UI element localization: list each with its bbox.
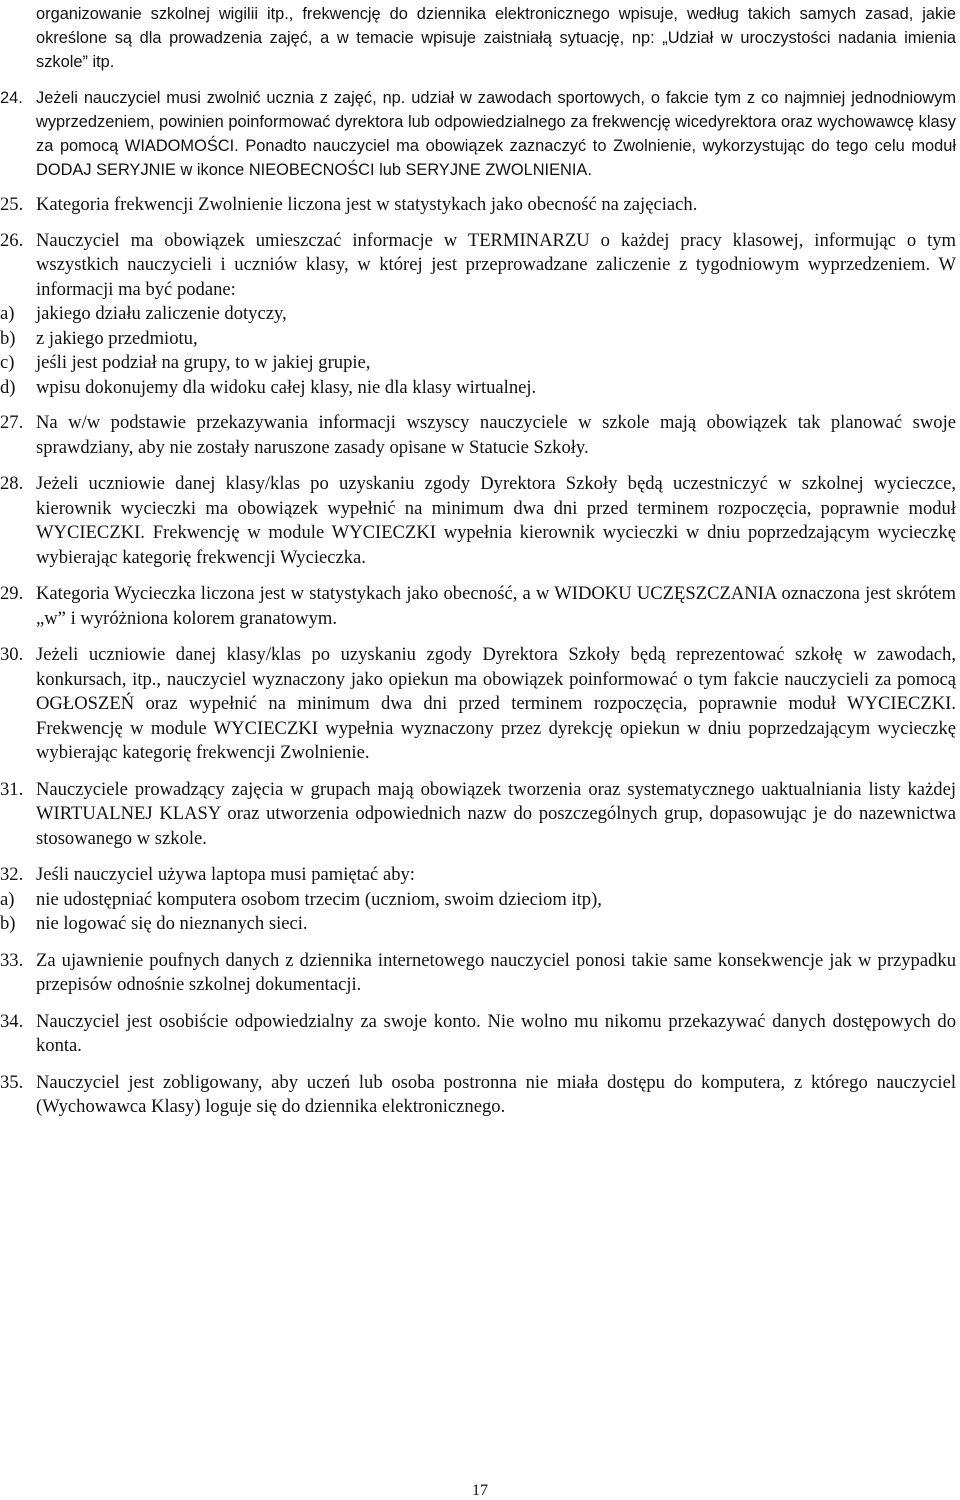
item-number: 34.: [0, 1010, 24, 1032]
sub-item-text: z jakiego przedmiotu,: [36, 327, 198, 349]
sub-item-letter: a): [0, 303, 15, 324]
sub-item-d: [0, 376, 956, 401]
item-text: Nauczyciel jest osobiście odpowiedzialny za swoje konto. Nie wolno mu nikomu przekazywać danych dostępowych do konta.: [36, 1010, 956, 1056]
sub-item-text: nie udostępniać komputera osobom trzecim (uczniom, swoim dzieciom itp),: [36, 888, 602, 910]
item-number: 30.: [0, 644, 24, 665]
item-number: 24.: [0, 89, 23, 107]
item-number: 28.: [0, 473, 24, 494]
sub-item-text: nie logować się do nieznanych sieci.: [36, 913, 308, 934]
item-text: Jeżeli uczniowie danej klasy/klas po uzyskaniu zgody Dyrektora Szkoły będą uczestniczyć w szkolnej wycieczce, kierownik wycieczki ma obowiązek wypełnić na minimum dwa dni przed terminem rozpoczęcia, poprawnie moduł WYCIECZKI. Frekwencję w module WYCIECZKI wypełnia kierownik wycieczki w dniu poprzedzającym wycieczkę wybierając kategorię frekwencji Wycieczka.: [36, 473, 956, 568]
item-text: Jeżeli nauczyciel musi zwolnić ucznia z zajęć, np. udział w zawodach sportowych, o fakcie tym z co najmniej jednodniowym wyprzedzeniem, powinien poinformować dyrektora lub odpowiedzialnego za frekwencję wicedyrektora oraz wychowawcę klasy za pomocą WIADOMOŚCI. Ponadto nauczyciel ma obowiązek zaznaczyć to Zwolnienie, wykorzystując do tego celu moduł DODAJ SERYJNIE w ikonce NIEOBECNOŚCI lub SERYJNE ZWOLNIENIA.: [36, 89, 956, 179]
list-item-28: [0, 472, 956, 570]
intro-paragraph: [36, 2, 956, 74]
intro-text: organizowanie szkolnej wigilii itp., frekwencję do dziennika elektronicznego wpisuje, według takich samych zasad, jakie określone są dla prowadzenia zajęć, a w temacie wpisuje zaistniałą sytuację, np: „Udział w uroczystości nadania imienia szkole” itp.: [36, 5, 956, 71]
item-number: 35.: [0, 1071, 24, 1093]
sub-item-letter: b): [0, 327, 16, 349]
item-text: Nauczyciel ma obowiązek umieszczać informacje w TERMINARZU o każdej pracy klasowej, informując o tym wszystkich nauczycieli i uczniów klasy, w której jest przeprowadzane zaliczenie z tygodniowym wyprzedzeniem. W informacji ma być podane:: [36, 229, 956, 300]
list-item-24: [0, 86, 956, 182]
list-item-32: [0, 863, 956, 937]
list-item-31: [0, 778, 956, 852]
sub-item-letter: b): [0, 913, 16, 934]
list-item-34: [0, 1010, 956, 1059]
item-text: Za ujawnienie poufnych danych z dziennika internetowego nauczyciel ponosi takie same konsekwencje jak w przypadku przepisów odnośnie szkolnej dokumentacji.: [36, 949, 956, 995]
list-item-27: [0, 411, 956, 460]
item-number: 32.: [0, 864, 24, 885]
item-number: 31.: [0, 778, 24, 800]
list-item-33: [0, 949, 956, 998]
list-item-25: [0, 193, 956, 218]
item-number: 33.: [0, 949, 24, 971]
item-text: Na w/w podstawie przekazywania informacji wszyscy nauczyciele w szkole mają obowiązek tak planować swoje sprawdziany, aby nie zostały naruszone zasady opisane w Statucie Szkoły.: [36, 412, 956, 458]
item-text: Kategoria frekwencji Zwolnienie liczona jest w statystykach jako obecność na zajęciach.: [36, 194, 698, 215]
sub-item-a: [0, 302, 956, 327]
item-number: 27.: [0, 412, 24, 433]
item-number: 29.: [0, 583, 24, 604]
list-item-26: [0, 229, 956, 401]
sub-item-a: [0, 888, 956, 913]
item-number: 25.: [0, 194, 24, 215]
item-text: Nauczyciele prowadzący zajęcia w grupach mają obowiązek tworzenia oraz systematycznego uaktualniania listy każdej WIRTUALNEJ KLASY oraz utworzenia odpowiednich nazw do poszczególnych grup, dopasowując je do nazewnictwa stosowanego w szkole.: [36, 778, 956, 849]
sub-item-letter: c): [0, 352, 15, 373]
list-item-29: [0, 582, 956, 631]
item-number: 26.: [0, 229, 24, 251]
sub-item-letter: a): [0, 888, 15, 910]
sub-item-text: jakiego działu zaliczenie dotyczy,: [36, 303, 287, 324]
item-text: Jeżeli uczniowie danej klasy/klas po uzyskaniu zgody Dyrektora Szkoły będą reprezentować szkołę w zawodach, konkursach, itp., nauczyciel wyznaczony jako opiekun ma obowiązek poinformować o tym fakcie nauczycieli za pomocą OGŁOSZEŃ oraz wypełnić na minimum dwa dni przed terminem rozpoczęcia, poprawnie moduł WYCIECZKI. Frekwencję w module WYCIECZKI wypełnia wyznaczony przez dyrekcję opiekun w dniu poprzedzającym wycieczkę wybierając kategorię frekwencji Zwolnienie.: [36, 644, 956, 763]
item-text: Nauczyciel jest zobligowany, aby uczeń lub osoba postronna nie miała dostępu do komputera, z którego nauczyciel (Wychowawca Klasy) loguje się do dziennika elektronicznego.: [36, 1071, 956, 1117]
sub-item-text: jeśli jest podział na grupy, to w jakiej grupie,: [36, 352, 371, 373]
page-number: 17: [472, 1482, 488, 1499]
sub-item-b: [0, 912, 956, 937]
sub-item-letter: d): [0, 376, 16, 398]
list-item-30: [0, 643, 956, 766]
sub-item-text: wpisu dokonujemy dla widoku całej klasy, nie dla klasy wirtualnej.: [36, 376, 537, 398]
item-text: Kategoria Wycieczka liczona jest w statystykach jako obecność, a w WIDOKU UCZĘSZCZANIA oznaczona jest skrótem „w” i wyróżniona kolorem granatowym.: [36, 583, 956, 629]
sub-item-c: [0, 351, 956, 376]
item-text: Jeśli nauczyciel używa laptopa musi pamiętać aby:: [36, 864, 415, 885]
sub-item-b: [0, 327, 956, 352]
list-item-35: [0, 1071, 956, 1120]
